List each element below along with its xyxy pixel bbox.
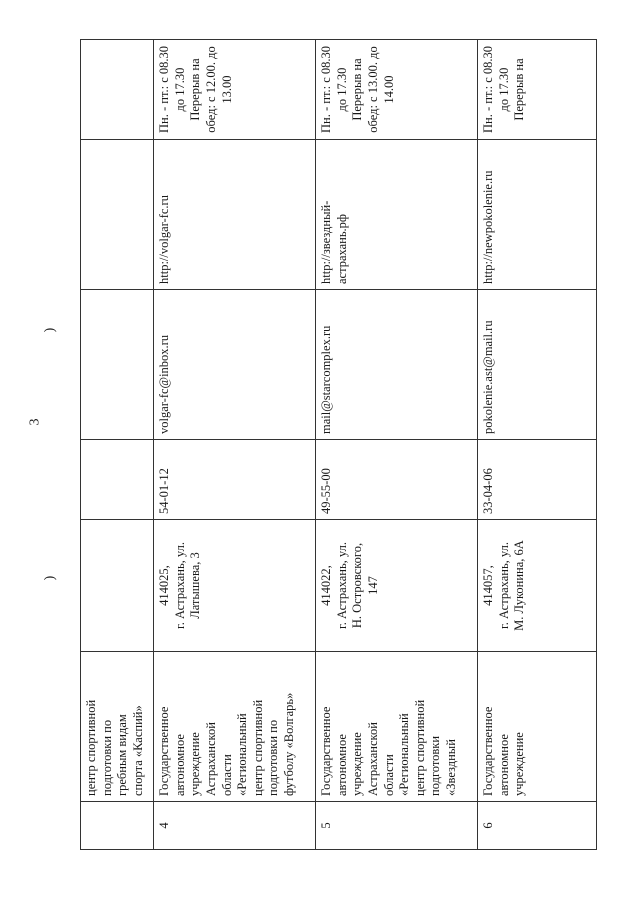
email-cell: mail@starcomplex.ru — [316, 290, 478, 440]
name-cell: Государственное автономное учреждение — [478, 652, 597, 802]
website-cell: http://newpokolenie.ru — [478, 140, 597, 290]
phone-cell — [81, 440, 154, 520]
website-cell: http://volgar-fc.ru — [154, 140, 316, 290]
website-cell — [81, 140, 154, 290]
phone-cell: 33-04-06 — [478, 440, 597, 520]
hours-cell: Пн. - пт.: с 08.30 до 17.30 Перерыв на — [478, 40, 597, 140]
name-cell: Государственное автономное учреждение Астраханской области «Региональный центр спортивной подготовки «Звездный — [316, 652, 478, 802]
table-row — [81, 40, 154, 850]
name-cell: Государственное автономное учреждение Астраханской области «Региональный центр спортивной подготовки по футболу «Волгарь» — [154, 652, 316, 802]
num-cell: 6 — [478, 802, 597, 850]
page-number: 3 — [27, 418, 43, 426]
website-cell: http://звездный- астрахань.рф — [316, 140, 478, 290]
phone-cell: 54-01-12 — [154, 440, 316, 520]
page-content — [80, 40, 570, 850]
hours-cell: Пн. - пт.: с 08.30 до 17.30 Перерыв на обед: с 12.00. до 13.00 — [154, 40, 316, 140]
email-cell — [81, 290, 154, 440]
num-cell: 5 — [316, 802, 478, 850]
institutions-table — [80, 39, 597, 850]
address-cell: 414025, г. Астрахань, ул. Латышева, 3 — [154, 520, 316, 652]
table-row — [154, 40, 316, 850]
phone-cell: 49-55-00 — [316, 440, 478, 520]
bracket-mark: ) — [42, 327, 58, 333]
email-cell: volgar-fc@inbox.ru — [154, 290, 316, 440]
num-cell — [81, 802, 154, 850]
table-landscape — [80, 40, 570, 850]
bracket-mark: ) — [42, 575, 58, 581]
hours-cell — [81, 40, 154, 140]
email-cell: pokolenie.ast@mail.ru — [478, 290, 597, 440]
name-cell: центр спортивной подготовки по гребным видам спорта «Каспий» — [81, 652, 154, 802]
table-row — [478, 40, 597, 850]
hours-cell: Пн. - пт.: с 08.30 до 17.30 Перерыв на обед: с 13.00. до 14.00 — [316, 40, 478, 140]
address-cell: 414057, г. Астрахань, ул. М. Луконина, 6А — [478, 520, 597, 652]
table-row — [316, 40, 478, 850]
address-cell: 414022, г. Астрахань, ул. Н. Островского, 147 — [316, 520, 478, 652]
num-cell: 4 — [154, 802, 316, 850]
address-cell — [81, 520, 154, 652]
